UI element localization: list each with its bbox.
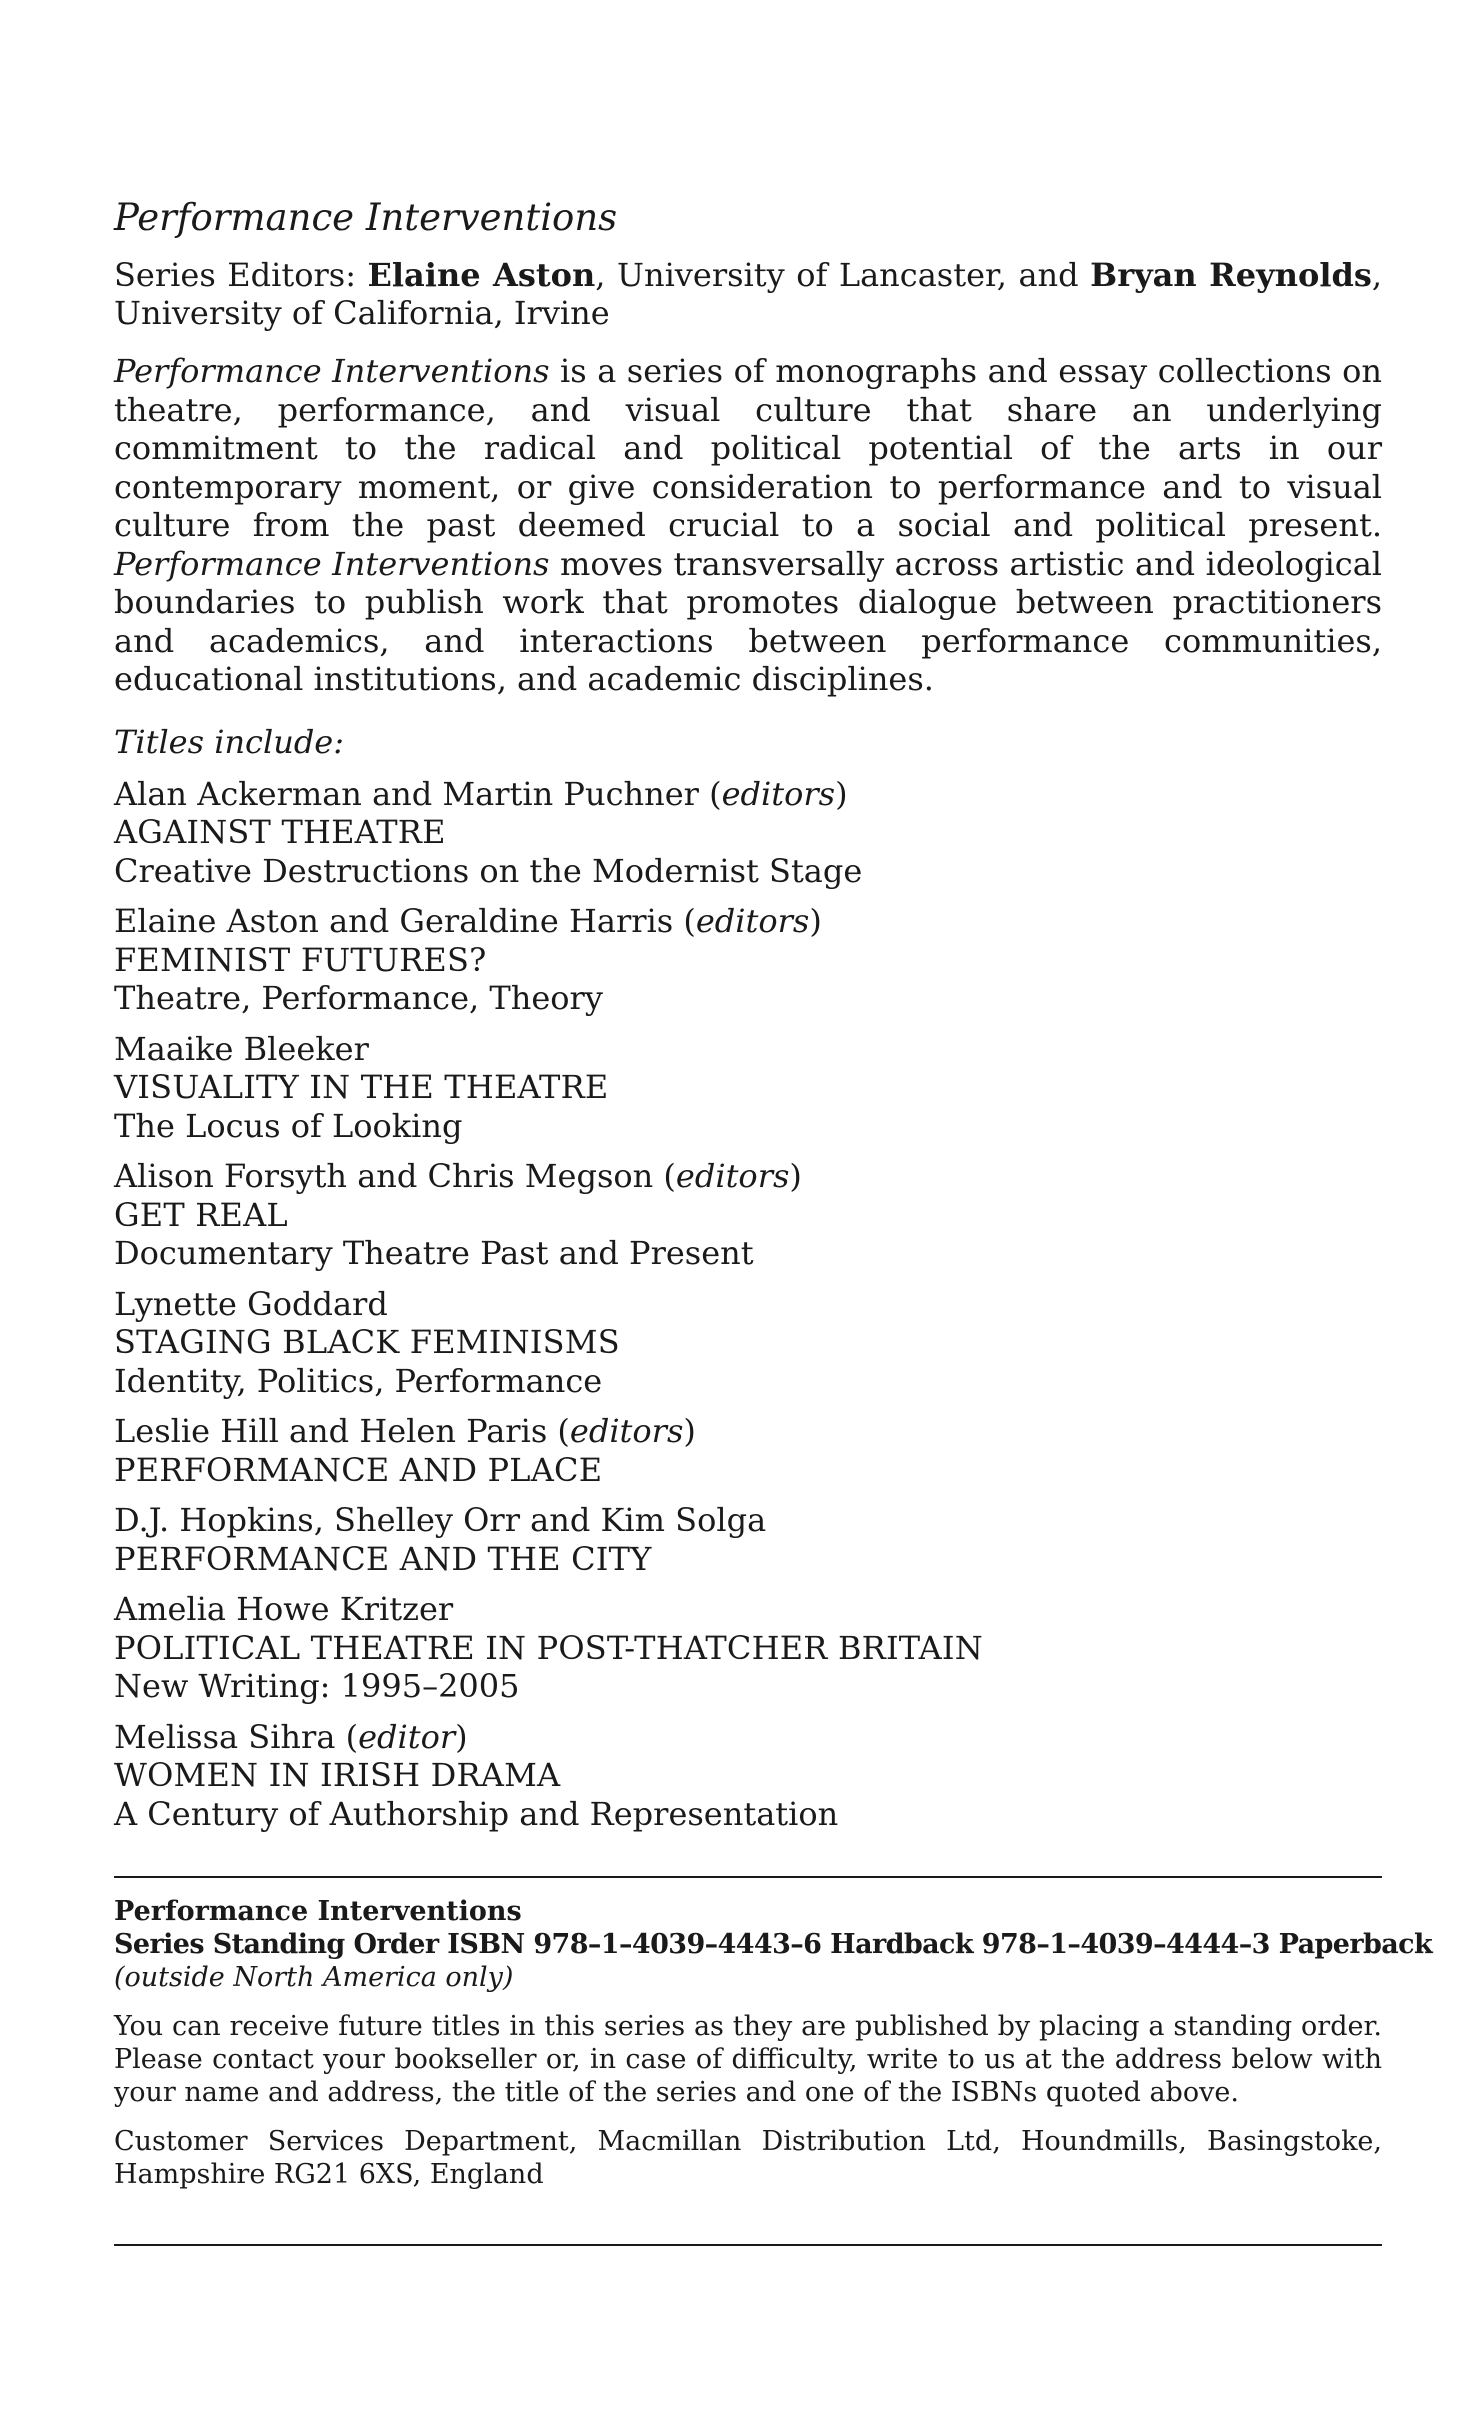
book-author: Elaine Aston and Geraldine Harris	[114, 902, 674, 940]
book-author: Lynette Goddard	[114, 1284, 388, 1323]
standing-order-box	[114, 1895, 1433, 2207]
bottom-divider	[114, 2244, 1382, 2246]
footer-heading: Performance Interventions	[114, 1896, 522, 1927]
book-author: Amelia Howe Kritzer	[114, 1590, 454, 1628]
book-subtitle: Documentary Theatre Past and Present	[114, 1234, 754, 1272]
standing-order-isbn: Series Standing Order ISBN 978–1–4039–4443–6 Hardback 978–1–4039–4444–3 Paperback	[114, 1929, 1433, 1960]
series-name-italic: Performance Interventions	[114, 544, 550, 583]
customer-services-address: Customer Services Department, Macmillan Distribution Ltd, Houndmills, Basingstoke, Hampshire RG21 6XS, England	[114, 2126, 1382, 2190]
series-name-italic: Performance Interventions	[114, 352, 550, 390]
top-divider	[114, 1876, 1382, 1878]
book-author: Melissa Sihra	[114, 1717, 336, 1756]
book-subtitle: A Century of Authorship and Representation	[114, 1794, 839, 1833]
book-author: Maaike Bleeker	[114, 1029, 369, 1068]
book-author: Leslie Hill and Helen Paris	[114, 1412, 548, 1450]
description-part-2: moves transversally across artistic and ideological boundaries to publish work that promotes dialogue between practitioners and academics, and interactions between performance communities, educational institutions, and academic disciplines.	[114, 544, 1383, 698]
book-entry	[114, 1412, 1382, 1489]
book-entry	[114, 1030, 1382, 1146]
book-entry	[114, 1718, 1382, 1834]
book-subtitle: Theatre, Performance, Theory	[114, 979, 603, 1017]
series-page	[114, 196, 1382, 1845]
book-role: editors	[569, 1412, 684, 1450]
series-editors	[114, 256, 1382, 332]
standing-order-instructions: You can receive future titles in this series as they are published by placing a standing order. Please contact your bookseller or, in case of difficulty, write to us at the address below with your name and address, the title of the series and one of the ISBNs quoted above.	[114, 2011, 1382, 2108]
book-role: editor	[358, 1717, 456, 1756]
book-entry	[114, 1157, 1382, 1273]
book-entry	[114, 1501, 1382, 1578]
titles-include-heading: Titles include:	[114, 722, 345, 761]
book-title: PERFORMANCE AND PLACE	[114, 1450, 603, 1489]
book-subtitle: New Writing: 1995–2005	[114, 1667, 520, 1705]
book-title: VISUALITY IN THE THEATRE	[114, 1068, 609, 1106]
book-title: POLITICAL THEATRE IN POST-THATCHER BRITAIN	[114, 1628, 983, 1667]
book-entry	[114, 1285, 1382, 1401]
book-subtitle: Identity, Politics, Performance	[114, 1361, 603, 1400]
book-author: Alison Forsyth and Chris Megson	[114, 1157, 654, 1195]
book-subtitle: Creative Destructions on the Modernist Stage	[114, 851, 863, 890]
book-author-line: Melissa Sihra (editor)	[114, 1717, 468, 1756]
book-author-line: Alison Forsyth and Chris Megson (editors)	[114, 1157, 802, 1195]
book-author: D.J. Hopkins, Shelley Orr and Kim Solga	[114, 1501, 767, 1539]
book-list	[114, 775, 1382, 1834]
book-title: WOMEN IN IRISH DRAMA	[114, 1756, 561, 1794]
book-title: FEMINIST FUTURES?	[114, 940, 487, 979]
book-entry	[114, 902, 1382, 1018]
book-role: editors	[675, 1157, 790, 1195]
book-title: AGAINST THEATRE	[114, 813, 446, 851]
book-role: editors	[695, 902, 810, 940]
description-part-1: is a series of monographs and essay collections on theatre, performance, and visual culture that share an underlying commitment to the radical and political potential of the arts in our contemporary moment, or give consideration to performance and to visual culture from the past deemed crucial to a social and political present.	[114, 352, 1383, 544]
editor-2-name: Bryan Reynolds	[1090, 256, 1372, 294]
book-title: STAGING BLACK FEMINISMS	[114, 1323, 620, 1361]
book-author-line: Elaine Aston and Geraldine Harris (editors)	[114, 902, 822, 940]
region-note: (outside North America only)	[114, 1962, 514, 1993]
book-title: PERFORMANCE AND THE CITY	[114, 1539, 652, 1578]
book-author-line: Alan Ackerman and Martin Puchner (editors)	[114, 774, 848, 813]
editor-1-affiliation: , University of Lancaster, and	[595, 256, 1091, 294]
series-description	[114, 352, 1382, 699]
editors-prefix: Series Editors:	[114, 256, 368, 294]
editor-2-affiliation: , University of California, Irvine	[114, 256, 1383, 332]
book-author-line: Leslie Hill and Helen Paris (editors)	[114, 1412, 696, 1450]
book-subtitle: The Locus of Looking	[114, 1106, 463, 1145]
series-title: Performance Interventions	[114, 196, 618, 239]
editor-1-name: Elaine Aston	[367, 256, 596, 294]
book-entry	[114, 775, 1382, 891]
book-title: GET REAL	[114, 1195, 288, 1234]
book-author: Alan Ackerman and Martin Puchner	[114, 774, 699, 813]
book-role: editors	[721, 774, 836, 813]
book-entry	[114, 1590, 1382, 1706]
